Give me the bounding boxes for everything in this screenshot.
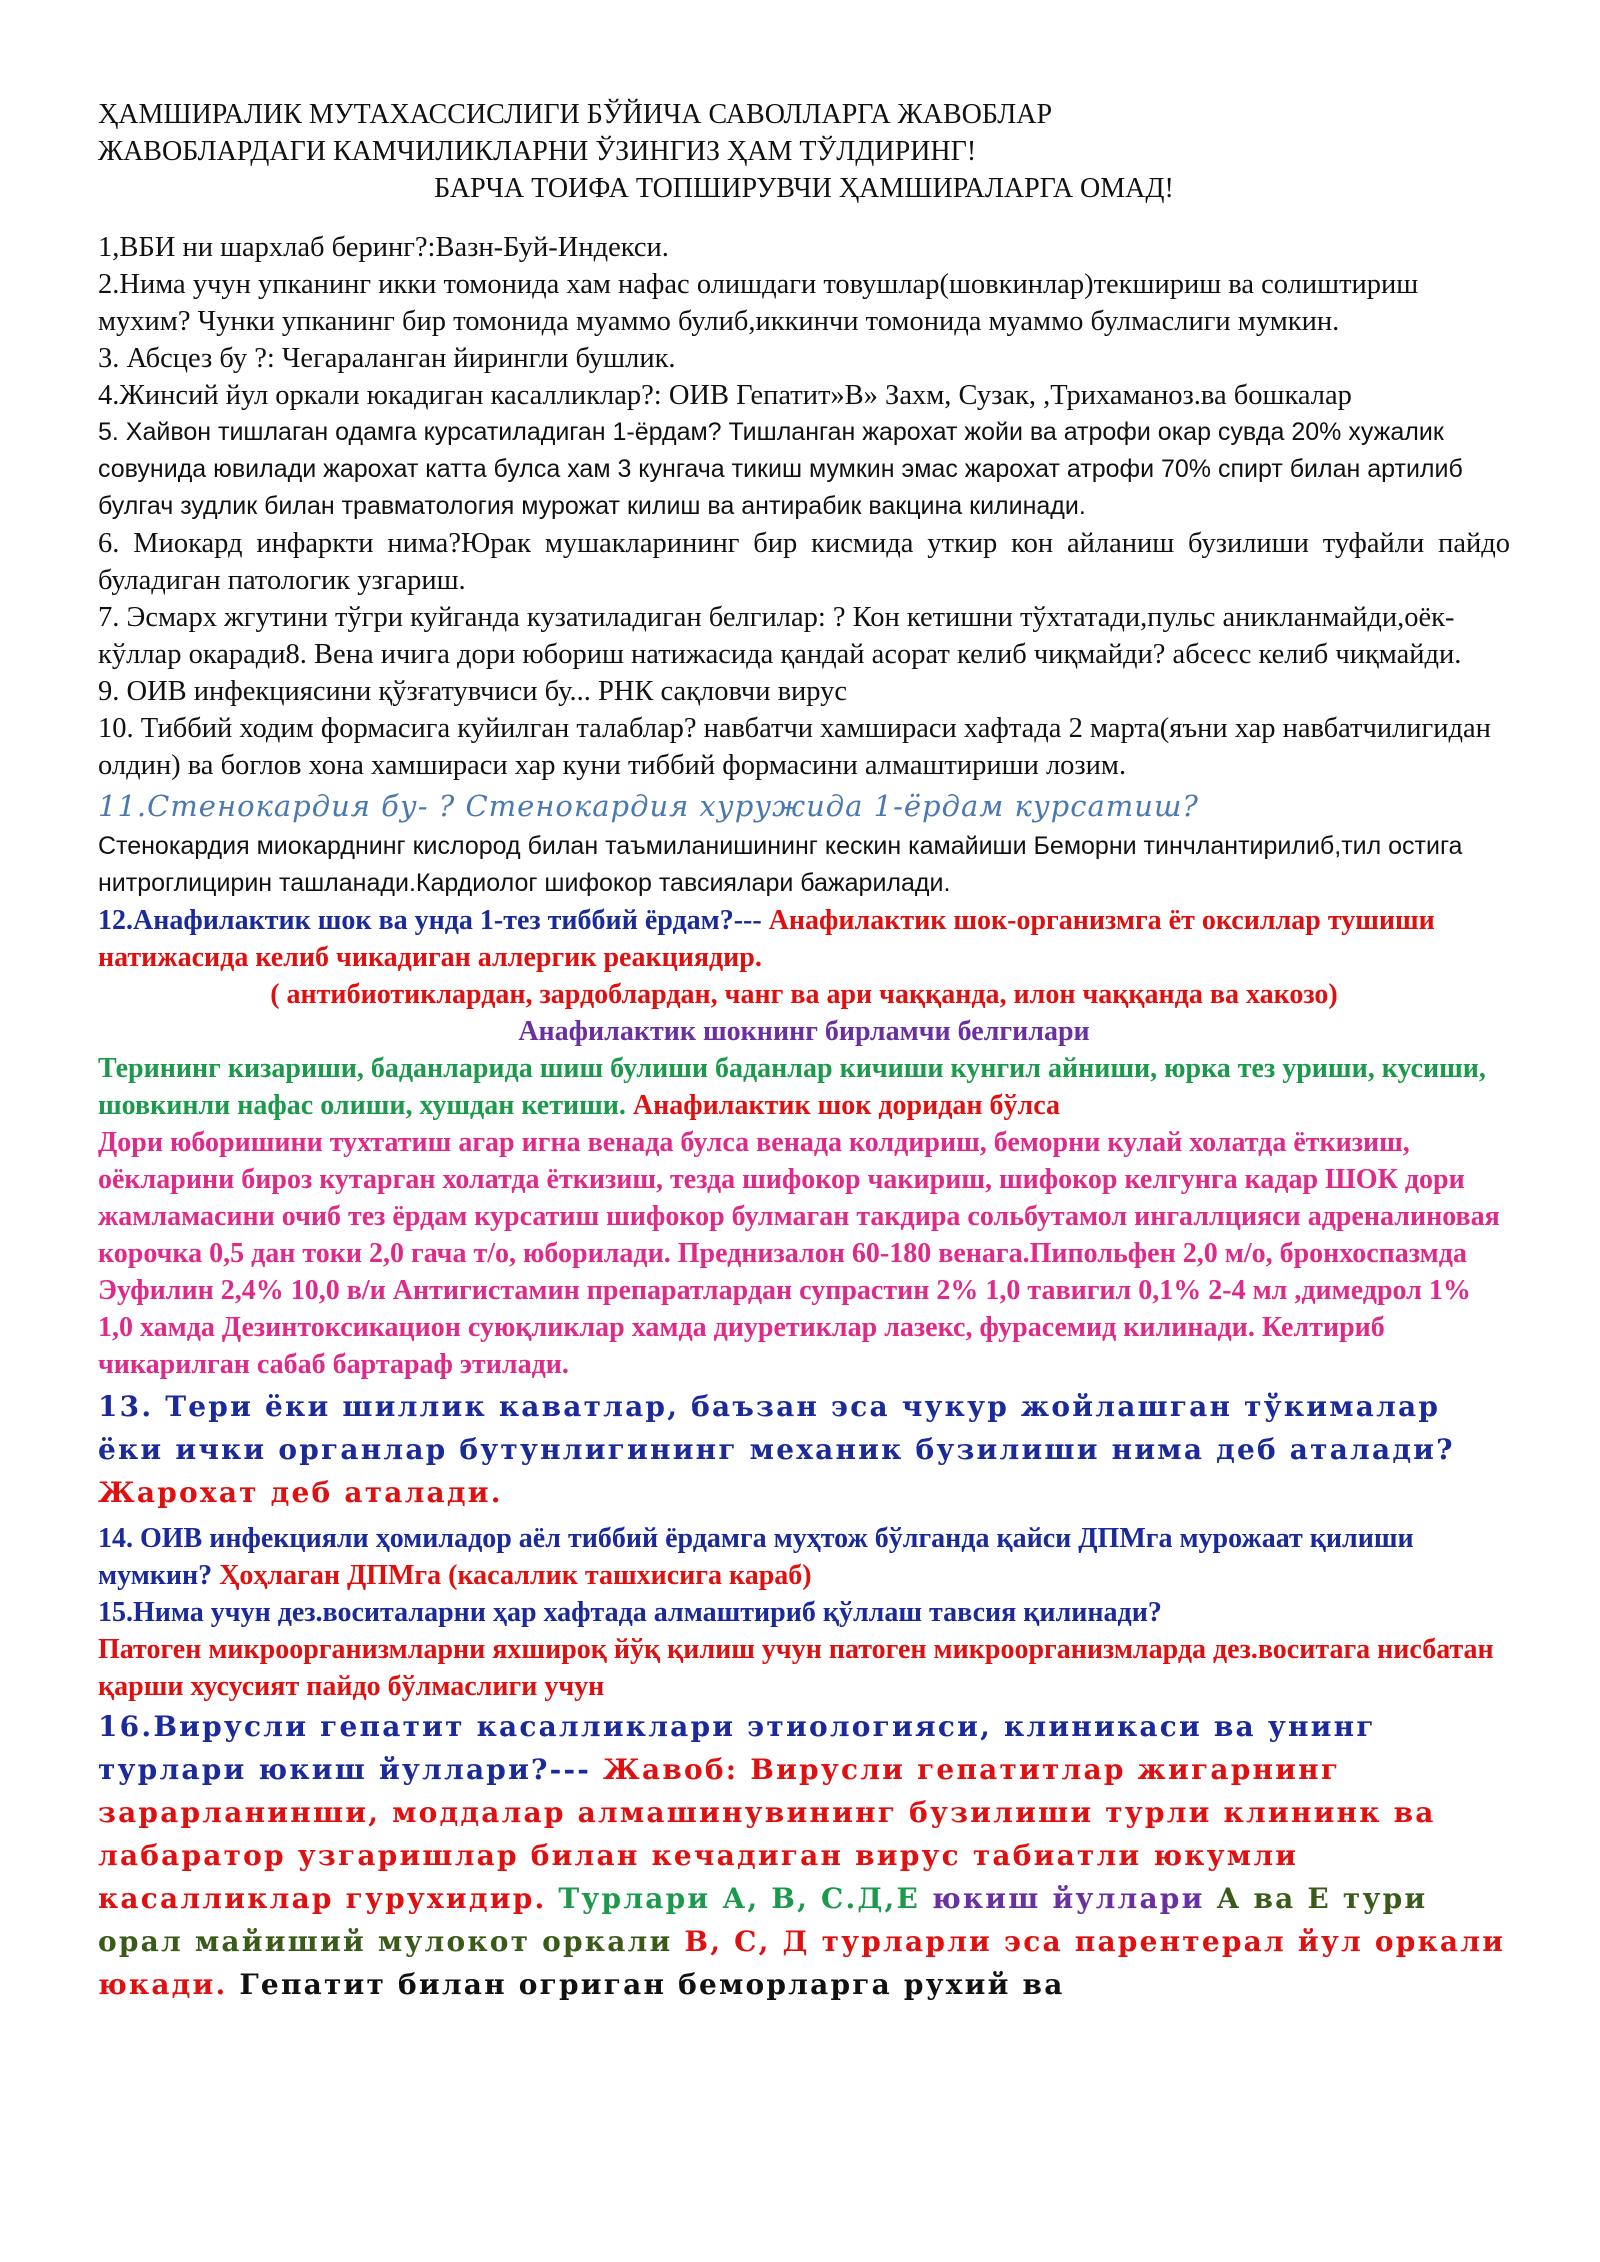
document-header: [98, 96, 1510, 207]
question-15-text: 15.Нима учун дез.воситаларни ҳар хафтада алмаштириб қўллаш тавсия қилинади?: [98, 1597, 1162, 1628]
question-12-causes: ( антибиотиклардан, зардоблардан, чанг ва ари чаққанда, илон чаққанда ва хакозо): [270, 979, 1338, 1010]
question-10: 10. Тиббий ходим формасига куйилган талаблар? навбатчи хамшираси хафтада 2 марта(яъни хар навбатчилигидан олдин) ва боглов хона хамшираси хар куни тиббий формасини алмаштириши лозим.: [98, 713, 1491, 781]
question-12: [98, 902, 1510, 1383]
question-12-drug-title: Анафилактик шок доридан бўлса: [625, 1090, 1061, 1121]
header-title-line: ҲАМШИРАЛИК МУТАХАССИСЛИГИ БЎЙИЧА САВОЛЛАРГА ЖАВОБЛАР: [98, 99, 1053, 130]
question-16-parenteral: В, С, Д турларли эса парентерал йул оркали юкади.: [98, 1925, 1506, 2001]
question-16-types: Турлари А, В, С.Д,Е: [546, 1882, 920, 1915]
question-14-answer: Ҳоҳлаган ДПМга (касаллик ташхисига караб): [212, 1560, 812, 1591]
document-page: [98, 96, 1510, 2006]
question-4: 4.Жинсий йул оркали юкадиган касалликлар?: ОИВ Гепатит»В» Захм, Сузак, ,Трихаманоз.ва бошкалар: [98, 380, 1352, 411]
question-3: 3. Абсцез бу ?: Чегараланган йирингли бушлик.: [98, 343, 676, 374]
question-9: 9. ОИВ инфекциясини қўзғатувчиси бу... РНК сақловчи вирус: [98, 676, 848, 707]
question-16-answer: Жавоб: Вирусли гепатитлар жигарнинг зарарланинши, моддалар алмашинувининг бузилиши турли клининк ва лабаратор узгаришлар билан кечадиган вирус табиатли юкумли касалликлар гурухидир.: [98, 1753, 1436, 1915]
question-2: 2.Нима учун упканинг икки томонида хам нафас олишдаги товушлар(шовкинлар)текшириш ва солиштириш мухим? Чунки упканинг бир томонида муаммо булиб,иккинчи томонида муаммо булмаслиги мумкин.: [98, 269, 1419, 337]
question-16-ways: юкиш йуллари: [931, 1882, 1205, 1915]
question-12-answer: Анафилактик шок-организмга ёт оксиллар тушиши натижасида келиб чикадиган аллергик реакциядир.: [98, 905, 1435, 973]
question-16-text: 16.Вирусли гепатит касалликлари этиологияси, клиникаси ва унинг турлари юкиш йуллари?---: [98, 1710, 1376, 1786]
question-13-text: 13. Тери ёки шиллик каватлар, баъзан эса чукур жойлашган тўкималар ёки ички органлар бутунлигининг механик бузилиши нима деб аталади?: [98, 1390, 1455, 1466]
question-1: 1,ВБИ ни шархлаб беринг?:Вазн-Буй-Индекси.: [98, 232, 669, 263]
question-12-signs-title: Анафилактик шокнинг бирламчи белгилари: [518, 1016, 1090, 1047]
question-13: [98, 1385, 1510, 1514]
question-16-oral: А ва Е тури орал майиший мулокот оркали: [98, 1882, 1428, 1958]
question-7: 7. Эсмарх жгутини тўгри куйганда кузатиладиган белгилар: ? Кон кетишни тўхтатади,пульс аникланмайди,оёк-кўллар окаради8. Вена ичига дори юбориш натижасида қандай асорат келиб чиқмайди? абсесс келиб чиқмайди.: [98, 602, 1462, 670]
question-12-treatment: Дори юборишини тухтатиш агар игна венада булса венада колдириш, беморни кулай холатда ёткизиш, оёкларини бироз кутарган холатда ёткизиш, тезда шифокор чакириш, шифокор келгунга кадар ШОК дори жамламасини очиб тез ёрдам курсатиш шифокор булмаган такдира сольбутамол ингаллцияси адреналиновая корочка 0,5 дан токи 2,0 гача т/о, юборилади. Преднизалон 60-180 венага.Пипольфен 2,0 м/о, бронхоспазмда Эуфилин 2,4% 10,0 в/и Антигистамин препаратлардан супрастин 2% 1,0 тавигил 0,1% 2-4 мл ,димедрол 1% 1,0 хамда Дезинтоксикацион суюқликлар хамда диуретиклар лазекс, фурасемид килинади. Келтириб чикарилган сабаб бартараф этилади.: [98, 1127, 1500, 1380]
question-12-text: 12.Анафилактик шок ва унда 1-тез тиббий ёрдам?---: [98, 905, 762, 936]
header-wish-line: БАРЧА ТОИФА ТОПШИРУВЧИ ҲАМШИРАЛАРГА ОМАД!: [434, 173, 1174, 204]
question-14: [98, 1520, 1510, 1594]
question-13-answer: Жарохат деб аталади.: [98, 1476, 503, 1509]
question-12-signs: Терининг кизариши, баданларида шиш булиши баданлар кичиши кунгил айниши, юрка тез уриши, кусиши, шовкинли нафас олиши, хушдан кетиши.: [98, 1053, 1486, 1121]
question-11-title: 11.Стенокардия бу- ? Стенокардия хуружида 1-ёрдам курсатиш?: [98, 789, 1199, 823]
question-16-tail: Гепатит билан огриган беморларга рухий ва: [227, 1968, 1065, 2001]
question-6: 6. Миокард инфаркти нима?Юрак мушакларининг бир кисмида уткир кон айланиш бузилиши туфайли пайдо буладиган патологик узгариш.: [98, 528, 1510, 596]
spacer: [98, 207, 1510, 229]
question-11-answer: Стенокардия миокарднинг кислород билан таъмиланишининг кескин камайиши Беморни тинчлантирилиб,тил остига нитроглицирин ташланади.Кардиолог шифокор тавсиялари бажарилади.: [98, 832, 1463, 897]
question-14-text: 14. ОИВ инфекцияли ҳомиладор аёл тиббий ёрдамга муҳтож бўлганда қайси ДПМга мурожаат қилиши мумкин?: [98, 1523, 1414, 1591]
questions-block: [98, 229, 1510, 784]
question-5: 5. Хайвон тишлаган одамга курсатиладиган 1-ёрдам? Тишланган жарохат жойи ва атрофи окар сувда 20% хужалик совунида ювилади жарохат катта булса хам 3 кунгача тикиш мумкин эмас жарохат атрофи 70% спирт билан артилиб булгач зудлик билан травматология мурожат килиш ва антирабик вакцина килинади.: [98, 418, 1463, 520]
question-16: [98, 1705, 1510, 2006]
question-15-answer: Патоген микроорганизмларни яхшироқ йўқ қилиш учун патоген микроорганизмларда дез.воситага нисбатан қарши хусусият пайдо бўлмаслиги учун: [98, 1634, 1494, 1702]
header-subtitle-line: ЖАВОБЛАРДАГИ КАМЧИЛИКЛАРНИ ЎЗИНГИЗ ҲАМ ТЎЛДИРИНГ!: [98, 136, 977, 167]
